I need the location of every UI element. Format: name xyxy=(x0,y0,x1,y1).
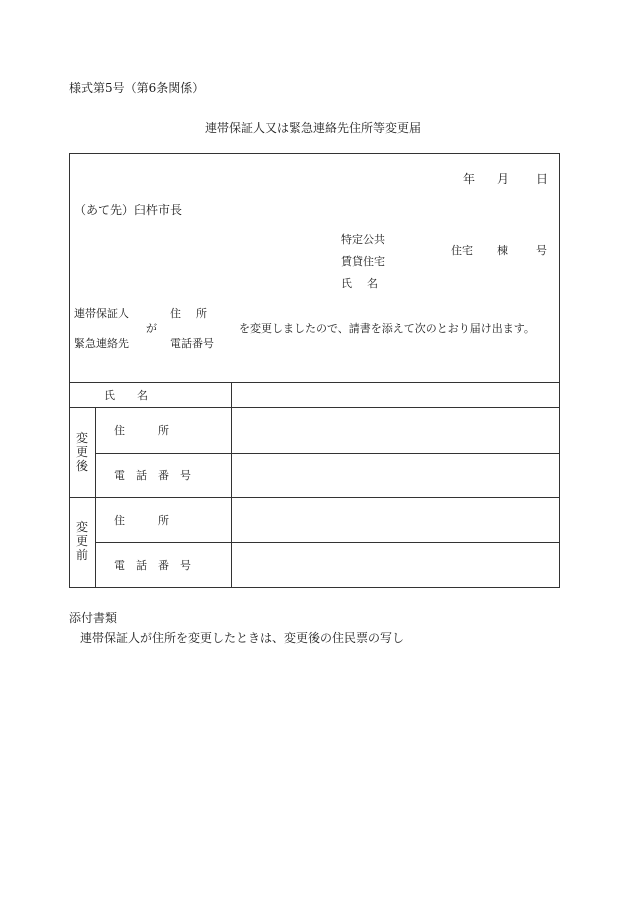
number-label: 号 xyxy=(536,244,547,257)
attachments-item: 連帯保証人が住所を変更したときは、変更後の住民票の写し xyxy=(80,631,405,645)
attachments-heading: 添付書類 xyxy=(69,611,118,625)
before-phone-value-field[interactable] xyxy=(232,543,560,587)
applicant-name-label: 氏 名 xyxy=(341,277,380,290)
statement-particle: が xyxy=(146,322,157,335)
after-address-value-field[interactable] xyxy=(232,408,560,453)
date-day-label: 日 xyxy=(536,172,549,186)
before-phone-label: 電 話 番 号 xyxy=(114,559,191,572)
after-phone-value-field[interactable] xyxy=(232,454,560,497)
date-year-label: 年 xyxy=(463,172,476,186)
building-label: 棟 xyxy=(497,244,508,257)
party-guarantor: 連帯保証人 xyxy=(74,307,129,320)
date-month-label: 月 xyxy=(497,172,510,186)
before-address-value-field[interactable] xyxy=(232,498,560,542)
form-title: 連帯保証人又は緊急連絡先住所等変更届 xyxy=(205,121,422,135)
residence-label: 住宅 xyxy=(451,244,473,257)
form-frame xyxy=(69,153,560,588)
addressee-prefix: （あて先） xyxy=(74,203,135,217)
name-value-field[interactable] xyxy=(232,383,560,407)
party-emergency-contact: 緊急連絡先 xyxy=(74,337,129,350)
table-name-label-text: 氏 名 xyxy=(104,389,148,402)
table-name-label xyxy=(104,389,198,402)
housing-label-line2: 賃貸住宅 xyxy=(341,255,385,268)
statement-text: を変更しましたので、請書を添えて次のとおり届け出ます。 xyxy=(239,322,535,335)
statement-item-address: 住 所 xyxy=(170,307,209,320)
after-phone-label: 電 話 番 号 xyxy=(114,469,191,482)
statement-item-phone: 電話番号 xyxy=(170,337,214,350)
addressee-name: 臼杵市長 xyxy=(134,203,183,217)
form-number: 様式第5号（第6条関係） xyxy=(69,81,205,95)
before-group-label: 変更前 xyxy=(75,520,88,562)
after-group-label: 変更後 xyxy=(75,431,88,473)
housing-label-line1: 特定公共 xyxy=(341,233,385,246)
after-address-label: 住 所 xyxy=(114,424,169,437)
before-address-label: 住 所 xyxy=(114,514,169,527)
group-divider xyxy=(95,407,96,587)
